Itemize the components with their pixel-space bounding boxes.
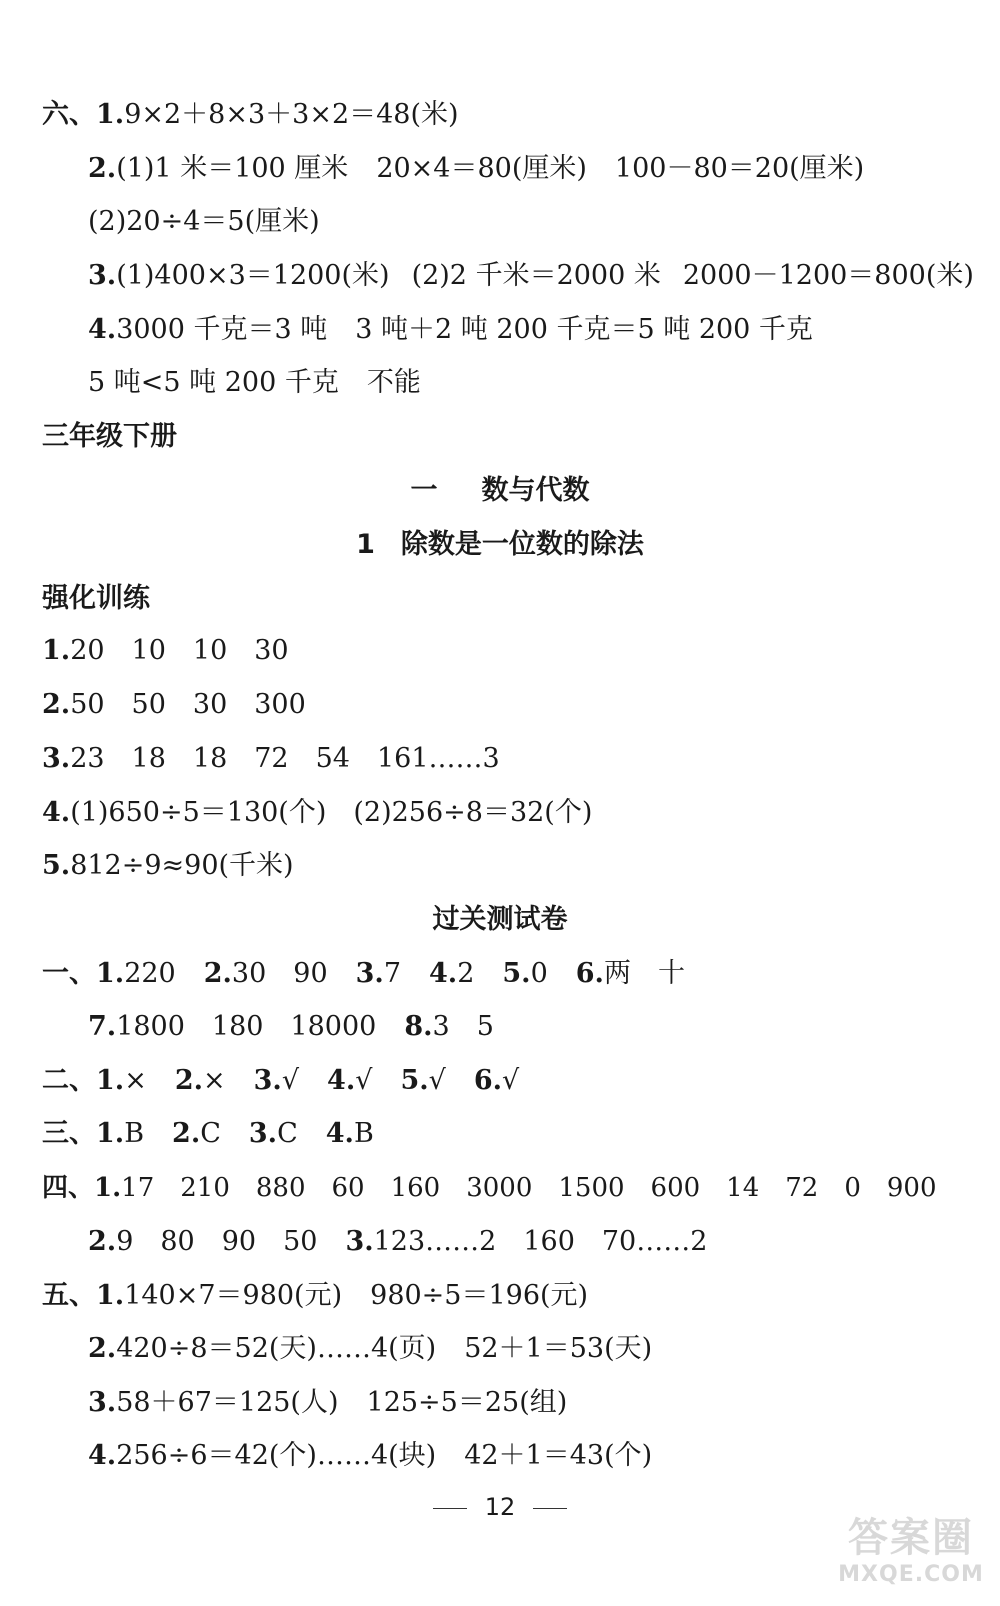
page-number: 12	[484, 1493, 516, 1521]
answer-line-6-2b	[88, 205, 320, 239]
item-text: 20×4＝80(厘米)	[376, 153, 587, 184]
item-label: 8.	[404, 1011, 433, 1042]
item-text: √	[355, 1065, 373, 1096]
unit-number: 一	[410, 475, 438, 506]
item-label: 4.	[325, 1118, 354, 1149]
item-text: ×	[203, 1065, 226, 1096]
section-number: 1	[356, 529, 375, 560]
item-label: 3.	[355, 958, 384, 989]
item-label: 4.	[88, 314, 117, 345]
item-label: 1.	[94, 1173, 122, 1203]
answer-line-6-4	[88, 313, 813, 347]
item-text: 52＋1＝53(天)	[464, 1333, 653, 1364]
item-label: 2.	[88, 153, 117, 184]
item-text: 17 210 880 60 160 3000 1500 600 14 72 0 900	[121, 1173, 937, 1203]
item-text: 9 80 90 50	[116, 1226, 318, 1257]
item-text: B	[353, 1118, 374, 1149]
item-text: √	[428, 1065, 446, 1096]
item-text: 100－80＝20(厘米)	[614, 153, 865, 184]
grade-heading: 三年级下册	[42, 421, 177, 452]
unit-title: 数与代数	[481, 475, 590, 506]
item-label: 1.	[96, 958, 125, 989]
test-section-5-row-4	[88, 1439, 652, 1473]
item-text: C	[200, 1118, 221, 1149]
item-label: 4.	[88, 1440, 117, 1471]
item-label: 2.	[88, 1333, 117, 1364]
item-label: 4.	[42, 797, 71, 828]
item-text: 1800 180 18000	[116, 1011, 377, 1042]
item-text: (1)1 米＝100 厘米	[116, 153, 349, 184]
item-text: √	[502, 1065, 520, 1096]
item-label: 6.	[473, 1065, 503, 1096]
item-text: (1)400×3＝1200(米)	[116, 260, 390, 291]
item-text: 23 18 18 72 54 161……3	[70, 743, 500, 774]
item-text: 不能	[366, 367, 421, 398]
answer-line-6-4b	[88, 366, 421, 400]
section-label: 一、	[42, 958, 96, 989]
item-label: 4.	[429, 958, 458, 989]
item-text: 58＋67＝125(人)	[116, 1387, 339, 1418]
item-label: 3.	[88, 1387, 117, 1418]
test-section-3	[42, 1117, 374, 1151]
item-label: 1.	[96, 1280, 125, 1311]
item-label: 1.	[42, 635, 71, 666]
item-text: 7	[383, 958, 402, 989]
unit-heading	[0, 474, 1000, 508]
item-text: 812÷9≈90(千米)	[70, 850, 294, 881]
watermark-top: 答案圈	[848, 1515, 974, 1561]
test-section-1-row-2	[88, 1010, 494, 1044]
section-label: 三、	[42, 1118, 96, 1149]
test-section-1-row-1	[42, 957, 685, 991]
test-section-4-row-2	[88, 1225, 707, 1259]
item-label: 2.	[174, 1065, 203, 1096]
page-dash-right	[533, 1508, 567, 1509]
item-label: 5.	[502, 958, 531, 989]
item-text: 30 90	[231, 958, 328, 989]
item-label: 3.	[345, 1226, 374, 1257]
section-label: 五、	[42, 1280, 96, 1311]
section-label: 二、	[42, 1065, 96, 1096]
item-text: 220	[124, 958, 176, 989]
item-text: ×	[124, 1065, 147, 1096]
item-text: 420÷8＝52(天)……4(页)	[116, 1333, 437, 1364]
item-text: (1)650÷5＝130(个) (2)256÷8＝32(个)	[70, 797, 593, 828]
item-label: 2.	[172, 1118, 201, 1149]
drill-item-2	[42, 688, 306, 722]
watermark-logo	[836, 1514, 986, 1600]
answer-line-6-3	[88, 259, 974, 293]
item-label: 2.	[42, 689, 71, 720]
item-text: 140×7＝980(元)	[124, 1280, 343, 1311]
drill-item-1	[42, 634, 289, 668]
item-text: 125÷5＝25(组)	[366, 1387, 568, 1418]
watermark-bottom: MXQE.COM	[838, 1562, 984, 1587]
item-label: 六、1.	[42, 99, 125, 130]
test-section-5-row-2	[88, 1332, 652, 1366]
answer-line-6-1	[42, 98, 459, 132]
item-label: 5.	[400, 1065, 429, 1096]
item-text: 3000 千克＝3 吨	[116, 314, 328, 345]
item-text: C	[277, 1118, 298, 1149]
item-text: 42＋1＝43(个)	[464, 1440, 653, 1471]
item-label: 3.	[42, 743, 71, 774]
item-text: 两 十	[603, 958, 685, 989]
test-section-5-row-3	[88, 1386, 567, 1420]
item-text: 5 吨<5 吨 200 千克	[88, 367, 339, 398]
drill-item-5	[42, 849, 294, 883]
section-heading	[0, 528, 1000, 562]
drill-item-3	[42, 742, 500, 776]
item-text: 2000－1200＝800(米)	[682, 260, 974, 291]
item-label: 3.	[88, 260, 117, 291]
item-text: 0	[530, 958, 548, 989]
item-label: 4.	[327, 1065, 356, 1096]
item-text: 980÷5＝196(元)	[370, 1280, 589, 1311]
test-heading: 过关测试卷	[432, 904, 568, 935]
item-text: (2)20÷4＝5(厘米)	[88, 206, 320, 237]
drill-item-4	[42, 796, 592, 830]
item-label: 7.	[88, 1011, 117, 1042]
answer-line-6-2	[88, 152, 864, 186]
item-text: 9×2＋8×3＋3×2＝48(米)	[124, 99, 459, 130]
item-label: 3.	[248, 1118, 278, 1149]
item-label: 1.	[96, 1065, 125, 1096]
test-section-5-row-1	[42, 1279, 588, 1313]
item-text: 2	[457, 958, 475, 989]
item-label: 6.	[575, 958, 604, 989]
item-label: 5.	[42, 850, 71, 881]
item-text: 123……2 160 70……2	[373, 1226, 708, 1257]
item-label: 3.	[253, 1065, 282, 1096]
section-label: 四、	[42, 1173, 95, 1203]
section-title: 除数是一位数的除法	[400, 529, 644, 560]
drill-heading: 强化训练	[42, 583, 150, 614]
item-text: √	[281, 1065, 300, 1096]
item-label: 2.	[203, 958, 232, 989]
item-text: 3 吨＋2 吨 200 千克＝5 吨 200 千克	[355, 314, 813, 345]
item-text: 50 50 30 300	[70, 689, 306, 720]
item-text: (2)2 千米＝2000 米	[411, 260, 661, 291]
item-text: B	[124, 1118, 145, 1149]
item-text: 3 5	[432, 1011, 494, 1042]
item-text: 256÷6＝42(个)……4(块)	[116, 1440, 437, 1471]
item-label: 2.	[88, 1226, 117, 1257]
test-section-2	[42, 1064, 519, 1098]
test-section-4-row-1	[42, 1171, 937, 1205]
item-label: 1.	[96, 1118, 125, 1149]
page-dash-left	[433, 1508, 467, 1509]
item-text: 20 10 10 30	[70, 635, 289, 666]
